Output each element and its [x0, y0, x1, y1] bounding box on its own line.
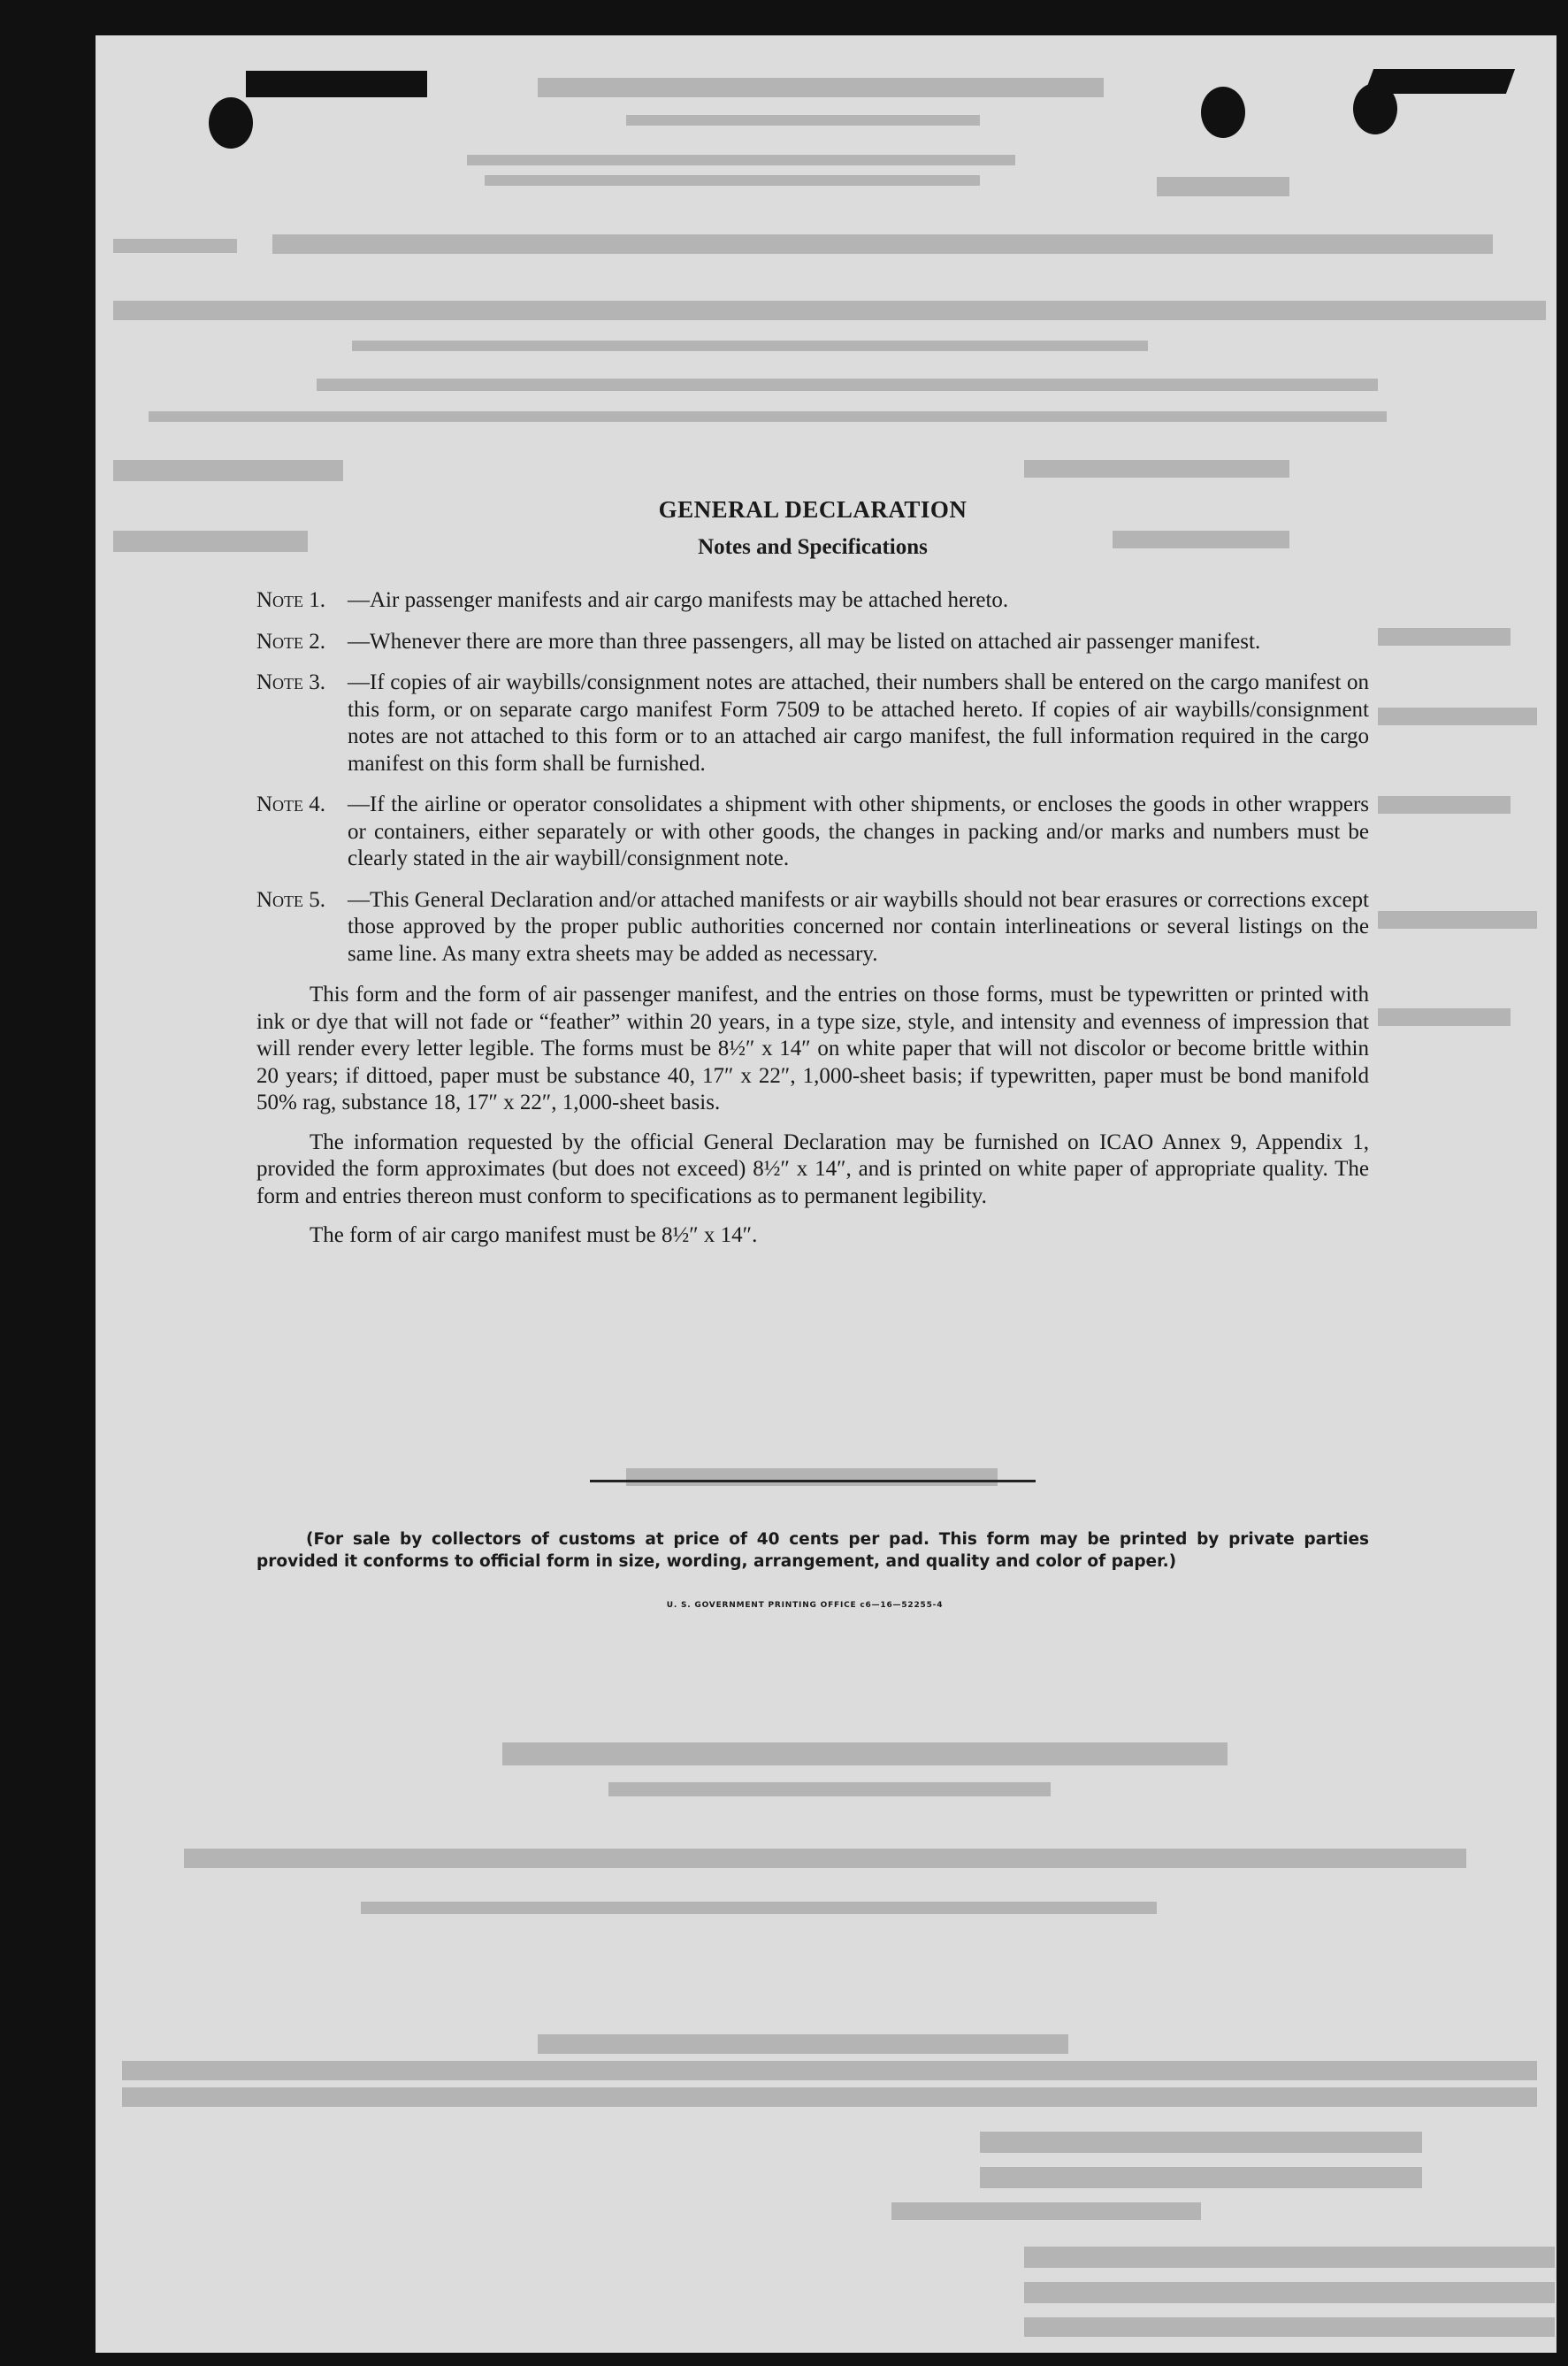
note-4	[256, 792, 1369, 873]
document-title: GENERAL DECLARATION	[658, 496, 968, 523]
note-text: —Air passenger manifests and air cargo manifests may be attached hereto.	[348, 588, 1009, 612]
note-label: Note 2.	[256, 629, 326, 654]
punch-hole	[209, 97, 253, 149]
printer-line: U. S. GOVERNMENT PRINTING OFFICE c6—16—52255-4	[666, 1601, 944, 1610]
note-text: —This General Declaration and/or attached manifests or air waybills should not bear erasures or corrections except those approved by the proper public authorities concerned nor contain interlineations or several listings on the same line. As many extra sheets may be added as necessary.	[348, 887, 1369, 966]
note-label: Note 1.	[256, 588, 326, 612]
form-specifications-paragraph: This form and the form of air passenger manifest, and the entries on those forms, must be typewritten or printed with ink or dye that will not fade or “feather” within 20 years, in a type size, style, and intensity and evenness of impression that will render every letter legible. The forms must be 8½″ x 14″ on white paper that will not discolor or become brittle within 20 years; if dittoed, paper must be substance 40, 17″ x 22″, 1,000-sheet basis; if typewritten, paper must be bond manifold 50% rag, substance 18, 17″ x 22″, 1,000-sheet basis.	[256, 983, 1369, 1114]
cargo-manifest-size-paragraph: The form of air cargo manifest must be 8½″ x 14″.	[310, 1223, 758, 1247]
note-2	[256, 629, 1369, 656]
scan-edge-mark	[246, 71, 427, 97]
document-subtitle: Notes and Specifications	[698, 535, 928, 559]
note-5	[256, 887, 1369, 969]
note-label: Note 5.	[256, 887, 326, 912]
icao-paragraph: The information requested by the official General Declaration may be furnished on ICAO Annex 9, Appendix 1, provided the form approximates (but does not exceed) 8½″ x 14″, and is printed on white paper of appropriate quality. The form and entries thereon must conform to specifications as to permanent legibility.	[256, 1129, 1369, 1208]
note-label: Note 4.	[256, 792, 326, 816]
note-text: —If the airline or operator consolidates a shipment with other shipments, or encloses the goods in other wrappers or containers, either separately or with other goods, the changes in packing and/or marks and numbers must be clearly stated in the air waybill/consignment note.	[348, 792, 1369, 870]
note-text: —Whenever there are more than three passengers, all may be listed on attached air passenger manifest.	[348, 629, 1261, 654]
note-3	[256, 670, 1369, 777]
note-text: —If copies of air waybills/consignment notes are attached, their numbers shall be entered on the cargo manifest on this form, or on separate cargo manifest Form 7509 to be attached hereto. If copies of air waybills/consignment notes are not attached to this form or to an attached air cargo manifest, the full information required in the cargo manifest on this form shall be furnished.	[348, 670, 1369, 776]
punch-hole	[1353, 83, 1397, 134]
note-label: Note 3.	[256, 670, 326, 694]
punch-hole	[1201, 87, 1245, 138]
note-1	[256, 587, 1369, 615]
notes-content	[256, 495, 1369, 1262]
sale-notice: (For sale by collectors of customs at price of 40 cents per pad. This form may be printed by private parties provided it conforms to official form in size, wording, arrangement, and quality and color of paper.)	[256, 1530, 1369, 1571]
divider	[590, 1480, 1036, 1482]
